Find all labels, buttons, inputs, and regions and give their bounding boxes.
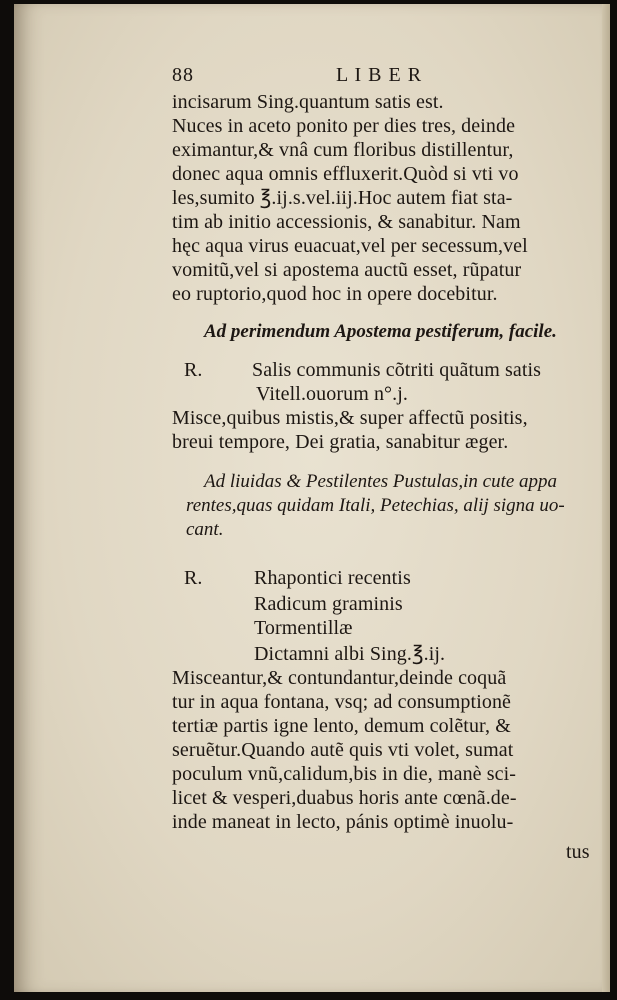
- recipe-mark: R.: [184, 567, 203, 589]
- text-line: Misce,quibus mistis,& super affectũ positis,: [172, 407, 528, 429]
- section-title: Ad perimendum Apostema pestiferum, facile.: [204, 321, 557, 342]
- text-line: Nuces in aceto ponito per dies tres, deinde: [172, 115, 516, 137]
- section-title: Ad liuidas & Pestilentes Pustulas,in cute appa: [204, 471, 558, 492]
- text-line: licet & vesperi,duabus horis ante cœnã.de-: [172, 787, 517, 809]
- page-number: 88: [172, 64, 194, 86]
- recipe-line: Vitell.ouorum n°.j.: [256, 383, 409, 405]
- text-line: incisarum Sing.quantum satis est.: [172, 91, 444, 113]
- text-line: eximantur,& vnâ cum floribus distillentur,: [172, 139, 514, 161]
- text-line: poculum vnũ,calidum,bis in die, manè sci-: [172, 763, 517, 785]
- text-line: tim ab initio accessionis, & sanabitur. Nam: [172, 211, 521, 233]
- text-line: les,sumito ℥.ij.s.vel.iij.Hoc autem fiat sta-: [172, 187, 513, 209]
- recipe-line: Dictamni albi Sing.℥.ij.: [254, 643, 446, 665]
- recipe-line: Salis communis cõtriti quãtum satis: [252, 359, 542, 381]
- text-line: tertiæ partis igne lento, demum colẽtur, &: [172, 715, 511, 737]
- recipe-line: Rhapontici recentis: [254, 567, 411, 589]
- text-line: eo ruptorio,quod hoc in opere docebitur.: [172, 283, 498, 305]
- catchword: tus: [566, 841, 590, 863]
- text-line: breui tempore, Dei gratia, sanabitur æger.: [172, 431, 509, 453]
- page-edge: [602, 4, 610, 992]
- text-line: tur in aqua fontana, vsq; ad consumptionẽ: [172, 691, 512, 713]
- text-line: inde maneat in lecto, pánis optimè inuolu-: [172, 811, 514, 833]
- text-line: seruẽtur.Quando autẽ quis vti volet, sumat: [172, 739, 514, 761]
- recipe-line: Tormentillæ: [254, 617, 353, 639]
- text-line: donec aqua omnis effluxerit.Quòd si vti vo: [172, 163, 519, 185]
- section-title: cant.: [186, 519, 224, 540]
- text-line: vomitũ,vel si apostema auctũ esset, rũpatur: [172, 259, 522, 281]
- text-line: Misceantur,& contundantur,deinde coquã: [172, 667, 507, 689]
- recipe-line: Radicum graminis: [254, 593, 403, 615]
- section-title: rentes,quas quidam Itali, Petechias, alij signa uo-: [186, 495, 565, 516]
- recipe-mark: R.: [184, 359, 203, 381]
- running-title: L I B E R: [336, 64, 423, 86]
- text-line: hęc aqua virus euacuat,vel per secessum,vel: [172, 235, 528, 257]
- book-page: [14, 4, 610, 992]
